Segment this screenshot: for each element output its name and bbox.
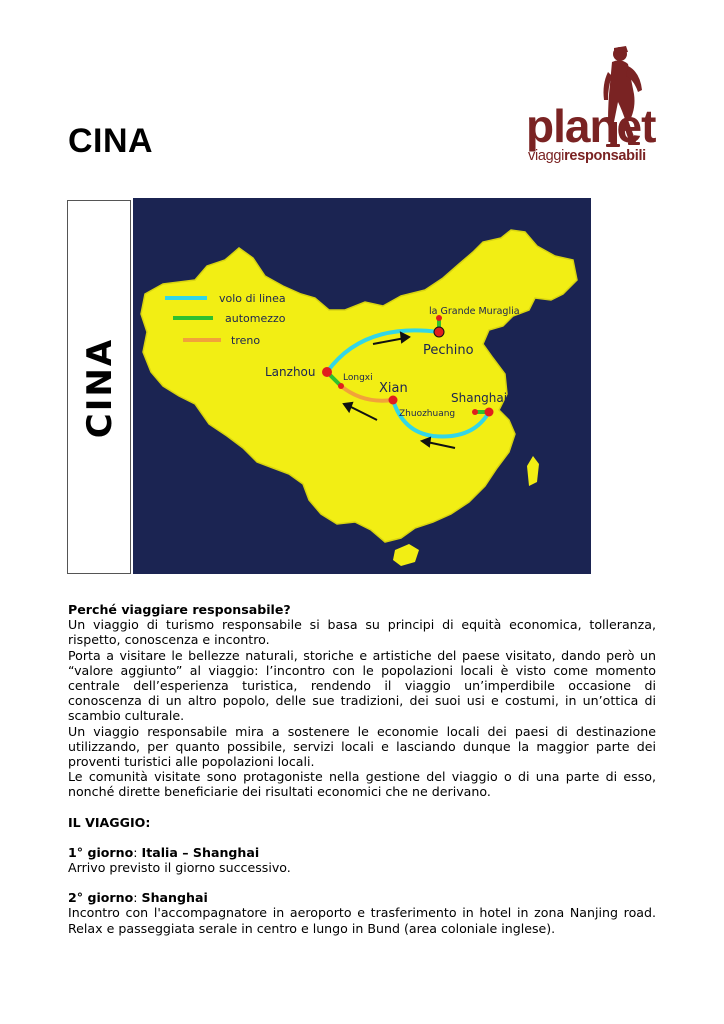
- day-text: Incontro con l'accompagnatore in aeroporto e trasferimento in hotel in zona Nanjing road. Relax e passeggiata serale in centro e lungo in Bund (area coloniale inglese).: [68, 905, 656, 936]
- city-dot-zhuozhuang: [472, 409, 478, 415]
- page-title: CINA: [68, 122, 154, 160]
- document-body: [68, 602, 656, 936]
- day-place: Italia – Shanghai: [141, 844, 260, 860]
- logo-wordmark: planet: [526, 100, 656, 152]
- city-dot-pechino: [434, 327, 444, 337]
- paragraph: Un viaggio di turismo responsabile si basa su principi di equità economica, tolleranza, rispetto, conoscenza e incontro.: [68, 617, 656, 648]
- trip-heading: IL VIAGGIO:: [68, 814, 151, 830]
- city-dot-xian: [389, 396, 398, 405]
- logo-tagline: [528, 148, 646, 164]
- day-heading: [68, 890, 656, 905]
- city-label-longxi: Longxi: [343, 373, 373, 383]
- city-label-xian: Xian: [379, 381, 408, 396]
- city-dot-lanzhou: [322, 367, 332, 377]
- city-dot-shanghai: [485, 408, 494, 417]
- city-dot-longxi: [338, 383, 344, 389]
- legend-car-label: automezzo: [225, 312, 286, 325]
- city-label-pechino: Pechino: [423, 343, 474, 358]
- city-label-shanghai: Shanghai: [451, 391, 508, 405]
- day-text: Arrivo previsto il giorno successivo.: [68, 860, 291, 876]
- city-label-muraglia: la Grande Muraglia: [429, 306, 520, 317]
- side-title-label: CINA: [80, 337, 120, 439]
- planet-logo: [522, 44, 662, 168]
- paragraph: Le comunità visitate sono protagoniste nella gestione del viaggio o di una parte di esso, nonché dirette beneficiarie dei risultati economici che ne derivano.: [68, 769, 656, 800]
- paragraph: Un viaggio responsabile mira a sostenere le economie locali dei paesi di destinazione utilizzando, per quanto possibile, servizi locali e lasciando dunque la maggior parte dei proventi turistici alle popolazioni locali.: [68, 723, 656, 770]
- city-label-zhuozhuang: Zhuozhuang: [399, 409, 456, 419]
- city-label-lanzhou: Lanzhou: [265, 365, 316, 379]
- china-route-map: [133, 198, 591, 574]
- why-heading: Perché viaggiare responsabile?: [68, 602, 291, 617]
- paragraph: Porta a visitare le bellezze naturali, storiche e artistiche del paese visitato, dando però un “valore aggiunto” al viaggio: l’incontro con le popolazioni locali è visto come momento centrale dell’esperienza turistica, rendendo il viaggio un’imperdibile occasione di conoscenza di un altro popolo, delle sue tradizioni, dei suoi usi e costumi, in un’ottica di scambio culturale.: [68, 647, 656, 724]
- day-label: 2° giorno: [68, 890, 134, 906]
- legend-train-label: treno: [231, 334, 261, 347]
- legend-flight-label: volo di linea: [219, 292, 286, 305]
- logo-tagline-bold: responsabili: [564, 148, 646, 164]
- day-place: Shanghai: [141, 890, 208, 906]
- day-separator: :: [133, 844, 142, 860]
- day-separator: :: [133, 890, 142, 906]
- logo-tagline-plain: viaggi: [528, 148, 565, 164]
- day-label: 1° giorno: [68, 844, 134, 860]
- day-heading: [68, 845, 656, 860]
